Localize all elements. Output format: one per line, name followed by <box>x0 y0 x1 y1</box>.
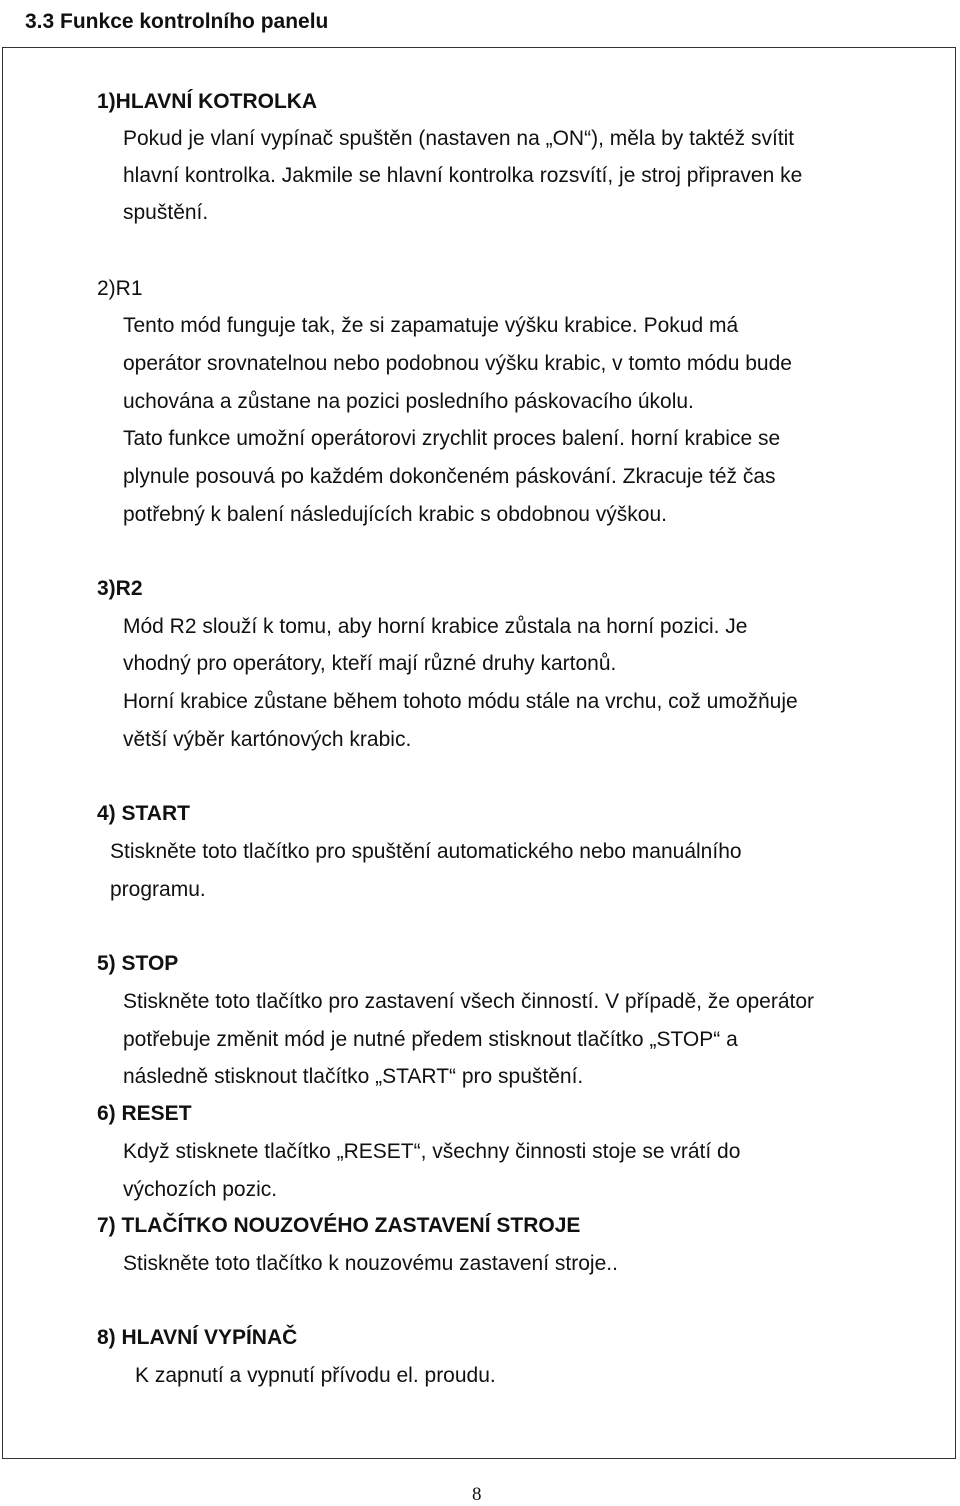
section-text-line: Stiskněte toto tlačítko k nouzovému zastavení stroje.. <box>123 1252 618 1275</box>
section-heading-start: 4) START <box>97 802 190 825</box>
section-heading-main-indicator: 1)HLAVNÍ KOTROLKA <box>97 90 318 113</box>
section-text-line: Stiskněte toto tlačítko pro spuštění automatického nebo manuálního <box>110 840 742 863</box>
section-text-line: větší výběr kartónových krabic. <box>123 728 412 751</box>
section-text-line: Pokud je vlaní vypínač spuštěn (nastaven na „ON“), měla by taktéž svítit <box>123 127 795 150</box>
page-title: 3.3 Funkce kontrolního panelu <box>25 10 329 33</box>
section-heading-emergency-stop: 7) TLAČÍTKO NOUZOVÉHO ZASTAVENÍ STROJE <box>97 1214 581 1237</box>
page-number: 8 <box>472 1484 482 1505</box>
section-text-line: spuštění. <box>123 201 209 224</box>
section-text-line: potřebný k balení následujících krabic s obdobnou výškou. <box>123 503 668 526</box>
section-text-line: následně stisknout tlačítko „START“ pro spuštění. <box>123 1065 584 1088</box>
section-text-line: hlavní kontrolka. Jakmile se hlavní kontrolka rozsvítí, je stroj připraven ke <box>123 164 803 187</box>
section-text-line: Mód R2 slouží k tomu, aby horní krabice zůstala na horní pozici. Je <box>123 615 748 638</box>
section-text-line: Horní krabice zůstane během tohoto módu stále na vrchu, což umožňuje <box>123 690 798 713</box>
section-text-line: výchozích pozic. <box>123 1178 278 1201</box>
section-text-line: Tato funkce umožní operátorovi zrychlit proces balení. horní krabice se <box>123 427 781 450</box>
section-heading-stop: 5) STOP <box>97 952 179 975</box>
section-heading-r1: 2)R1 <box>97 277 143 300</box>
section-text-line: uchována a zůstane na pozici posledního páskovacího úkolu. <box>123 390 694 413</box>
section-text-line: K zapnutí a vypnutí přívodu el. proudu. <box>135 1364 496 1387</box>
section-heading-main-switch: 8) HLAVNÍ VYPÍNAČ <box>97 1326 298 1349</box>
section-text-line: vhodný pro operátory, kteří mají různé druhy kartonů. <box>123 652 617 675</box>
section-text-line: operátor srovnatelnou nebo podobnou výšku krabic, v tomto módu bude <box>123 352 792 375</box>
section-text-line: programu. <box>110 878 206 901</box>
section-text-line: plynule posouvá po každém dokončeném páskování. Zkracuje též čas <box>123 465 776 488</box>
content-frame <box>2 47 956 1459</box>
section-text-line: Tento mód funguje tak, že si zapamatuje výšku krabice. Pokud má <box>123 314 739 337</box>
section-heading-reset: 6) RESET <box>97 1102 192 1125</box>
section-text-line: Když stisknete tlačítko „RESET“, všechny činnosti stoje se vrátí do <box>123 1140 741 1163</box>
section-text-line: potřebuje změnit mód je nutné předem stisknout tlačítko „STOP“ a <box>123 1028 738 1051</box>
section-heading-r2: 3)R2 <box>97 577 143 600</box>
section-text-line: Stiskněte toto tlačítko pro zastavení všech činností. V případě, že operátor <box>123 990 815 1013</box>
